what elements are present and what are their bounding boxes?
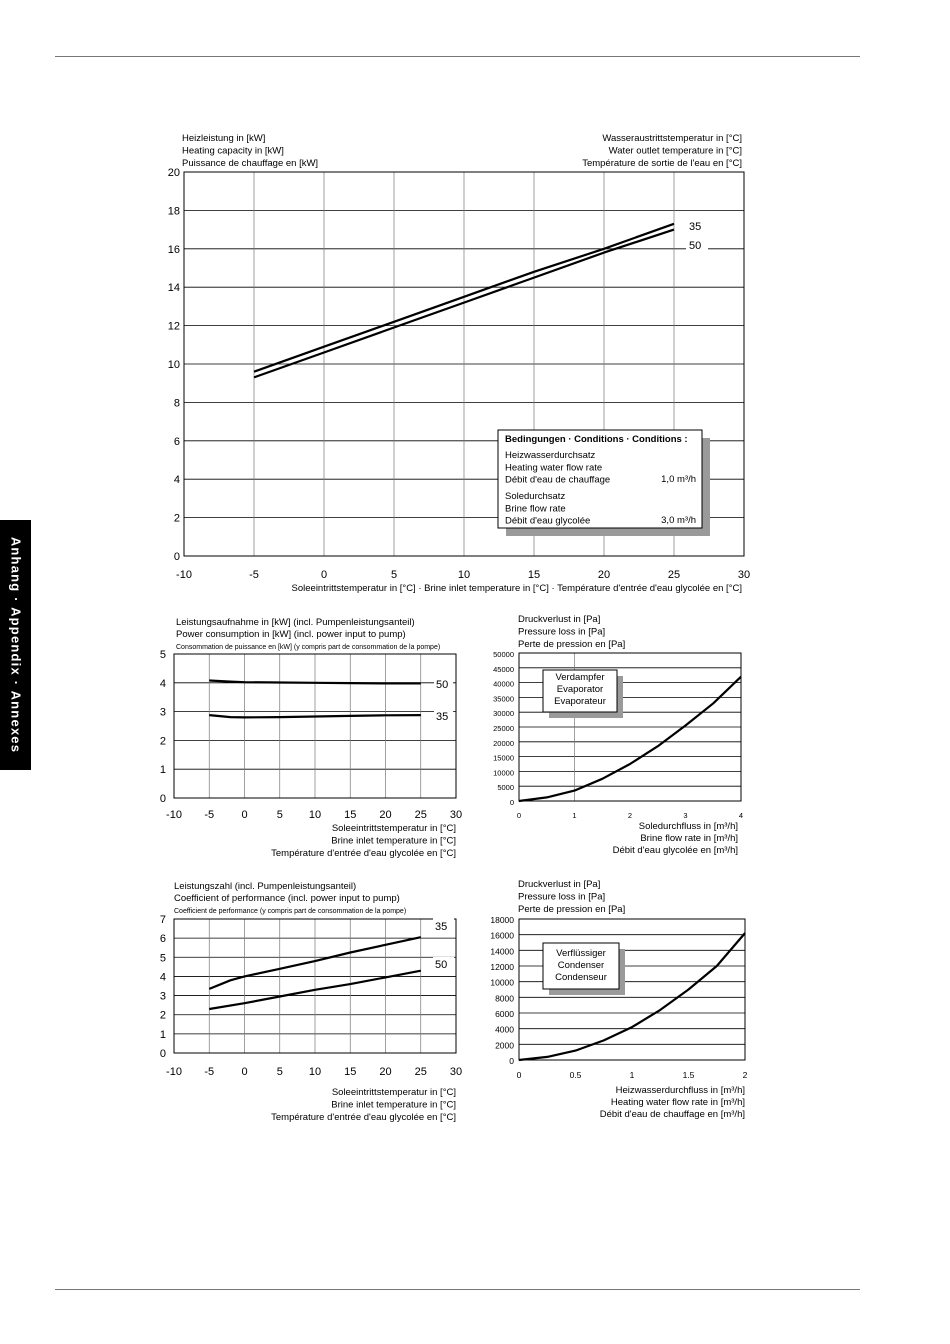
x-axis-label: Température d'entrée d'eau glycolée en [°C] — [271, 848, 456, 859]
x-tick-label: 30 — [449, 1066, 463, 1078]
y-tick-label: 10000 — [493, 768, 514, 778]
y-tick-label: 5 — [159, 649, 166, 661]
x-tick-label: 15 — [344, 1066, 357, 1078]
x-tick-label: 20 — [379, 1066, 392, 1078]
y-tick-label: 2 — [159, 1009, 166, 1022]
x-tick-label: 3 — [683, 811, 688, 820]
component-label: Condenseur — [555, 972, 607, 983]
y-tick-label: 0 — [509, 798, 514, 807]
y-tick-label: 20 — [167, 167, 180, 179]
x-tick-label: 1 — [629, 1070, 635, 1080]
y-tick-label: 6000 — [495, 1009, 514, 1019]
y-axis-label: Leistungsaufnahme in [kW] (incl. Pumpenleistungsanteil) — [176, 617, 415, 628]
x-tick-label: 20 — [379, 809, 392, 821]
secondary-axis-label: Wasseraustrittstemperatur in [°C] — [602, 133, 742, 144]
conditions-title: Bedingungen · Conditions · Conditions : — [505, 434, 688, 445]
x-tick-label: 1.5 — [682, 1070, 695, 1080]
y-tick-label: 14000 — [490, 946, 514, 957]
x-tick-label: 25 — [667, 569, 681, 581]
conditions-label: Heizwasserdurchsatz — [505, 450, 596, 461]
series-label: 35 — [435, 921, 448, 933]
series-label: 50 — [436, 679, 449, 691]
x-tick-label: -10 — [166, 809, 182, 821]
y-tick-label: 0 — [159, 793, 166, 805]
component-label: Evaporateur — [554, 696, 606, 707]
y-tick-label: 0 — [159, 1048, 166, 1060]
x-tick-label: 0 — [320, 569, 328, 581]
y-tick-label: 18000 — [490, 915, 514, 925]
y-axis-label: Puissance de chauffage en [kW] — [182, 158, 319, 169]
x-axis-label: Brine flow rate in [m³/h] — [640, 833, 738, 844]
y-tick-label: 45000 — [493, 664, 514, 674]
series-label: 35 — [689, 221, 702, 233]
x-axis-label: Débit d'eau glycolée en [m³/h] — [612, 845, 738, 856]
y-axis-label: Perte de pression en [Pa] — [518, 904, 626, 915]
secondary-axis-label: Température de sortie de l'eau en [°C] — [582, 158, 742, 169]
y-tick-label: 10000 — [490, 977, 514, 988]
y-axis-label: Pressure loss in [Pa] — [518, 626, 606, 638]
y-axis-label-small: Consommation de puissance en [kW] (y compris part de consommation de la pompe) — [176, 644, 441, 651]
y-tick-label: 18 — [167, 205, 180, 218]
x-tick-label: 2 — [742, 1070, 748, 1080]
x-axis-label: Soleeintrittstemperatur in [°C] · Brine inlet temperature in [°C] · Température d'entrée d'eau glycolée en [°C] — [291, 583, 742, 594]
y-tick-label: 6 — [173, 435, 180, 448]
x-tick-label: 0 — [241, 1066, 248, 1078]
x-tick-label: -5 — [204, 809, 215, 821]
side-tab-label: Anhang · Appendix · Annexes — [8, 536, 23, 754]
x-axis-label: Heating water flow rate in [m³/h] — [610, 1097, 745, 1108]
y-tick-label: 12000 — [490, 962, 514, 972]
x-tick-label: 25 — [414, 1066, 427, 1078]
chart-power — [160, 617, 462, 859]
secondary-axis-label: Water outlet temperature in [°C] — [608, 145, 742, 157]
x-axis-label: Soleeintrittstemperatur in [°C] — [331, 823, 456, 834]
y-axis-label-small: Coefficient de performance (y compris part de consommation de la pompe) — [174, 908, 407, 915]
x-tick-label: -5 — [249, 569, 259, 581]
series-label: 50 — [435, 959, 448, 971]
y-tick-label: 40000 — [493, 679, 514, 689]
conditions-label: Brine flow rate — [505, 503, 566, 515]
y-tick-label: 4 — [159, 677, 166, 690]
y-tick-label: 2 — [173, 512, 180, 525]
x-tick-label: 2 — [627, 811, 633, 820]
series-line — [209, 715, 420, 717]
y-tick-label: 5000 — [497, 783, 514, 793]
x-tick-label: 10 — [308, 809, 322, 821]
x-axis-label: Brine inlet temperature in [°C] — [331, 835, 456, 847]
y-tick-label: 8000 — [495, 993, 514, 1004]
x-tick-label: 5 — [276, 809, 283, 821]
y-tick-label: 0 — [173, 551, 180, 563]
x-tick-label: 0.5 — [569, 1070, 582, 1080]
x-tick-label: 5 — [276, 1066, 283, 1078]
x-tick-label: 20 — [597, 569, 611, 581]
series-label: 50 — [689, 240, 702, 252]
x-tick-label: 0 — [516, 811, 522, 820]
component-label: Verflüssiger — [556, 948, 606, 959]
conditions-label: Soledurchsatz — [505, 491, 566, 502]
x-tick-label: 0 — [516, 1070, 522, 1080]
y-tick-label: 30000 — [493, 709, 514, 719]
y-tick-label: 50000 — [493, 650, 514, 659]
component-label: Condenser — [557, 960, 605, 971]
x-axis-label: Débit d'eau de chauffage en [m³/h] — [599, 1109, 745, 1120]
y-axis-label: Leistungszahl (incl. Pumpenleistungsanteil) — [174, 881, 357, 892]
x-tick-label: 1 — [572, 811, 577, 820]
y-tick-label: 8 — [173, 397, 180, 410]
y-axis-label: Power consumption in [kW] (incl. power input to pump) — [176, 629, 406, 640]
y-tick-label: 6 — [159, 933, 166, 946]
y-axis-label: Heating capacity in [kW] — [182, 145, 284, 157]
y-tick-label: 2000 — [495, 1040, 514, 1051]
y-tick-label: 10 — [167, 359, 180, 371]
y-axis-label: Druckverlust in [Pa] — [518, 879, 601, 890]
x-tick-label: 15 — [527, 569, 541, 581]
conditions-value: 1,0 m³/h — [661, 474, 696, 485]
y-tick-label: 1 — [159, 764, 166, 777]
x-tick-label: 10 — [457, 569, 471, 581]
x-axis-label: Soledurchfluss in [m³/h] — [638, 821, 738, 832]
conditions-label: Débit d'eau de chauffage — [505, 474, 611, 486]
y-axis-label: Pressure loss in [Pa] — [518, 891, 606, 903]
conditions-label: Heating water flow rate — [505, 462, 603, 474]
y-tick-label: 0 — [509, 1056, 514, 1066]
x-tick-label: 0 — [241, 809, 248, 821]
y-tick-label: 3 — [159, 990, 166, 1003]
x-tick-label: 30 — [449, 809, 463, 821]
y-axis-label: Coefficient of performance (incl. power input to pump) — [174, 893, 400, 904]
series-label: 35 — [436, 711, 449, 723]
y-axis-label: Heizleistung in [kW] — [182, 133, 266, 144]
chart-evaporator — [493, 614, 743, 856]
x-axis-label: Brine inlet temperature in [°C] — [331, 1099, 456, 1111]
y-tick-label: 2 — [159, 735, 166, 748]
x-axis-label: Température d'entrée d'eau glycolée en [°C] — [271, 1112, 456, 1123]
y-tick-label: 15000 — [493, 753, 514, 763]
x-tick-label: 15 — [344, 809, 357, 821]
x-tick-label: -5 — [204, 1066, 215, 1078]
y-tick-label: 14 — [167, 282, 180, 295]
x-tick-label: -10 — [176, 569, 192, 581]
x-tick-label: 30 — [737, 569, 751, 581]
component-label: Verdampfer — [555, 672, 605, 683]
conditions-value: 3,0 m³/h — [661, 515, 696, 526]
y-tick-label: 4 — [173, 474, 180, 487]
y-tick-label: 20000 — [493, 738, 514, 748]
y-tick-label: 16000 — [490, 930, 514, 941]
chart-condenser — [490, 879, 747, 1120]
y-tick-label: 5 — [159, 952, 166, 965]
component-label: Evaporator — [556, 684, 604, 695]
y-tick-label: 4000 — [495, 1024, 514, 1035]
x-tick-label: 25 — [414, 809, 427, 821]
y-tick-label: 4 — [159, 971, 166, 984]
y-tick-label: 16 — [167, 243, 180, 256]
x-tick-label: -10 — [166, 1066, 182, 1078]
x-tick-label: 5 — [390, 569, 398, 581]
x-axis-label: Soleeintrittstemperatur in [°C] — [331, 1087, 456, 1098]
x-axis-label: Heizwasserdurchfluss in [m³/h] — [615, 1085, 745, 1096]
y-axis-label: Perte de pression en [Pa] — [518, 639, 626, 650]
y-tick-label: 12 — [167, 320, 180, 333]
y-tick-label: 3 — [159, 706, 166, 719]
chart-heating — [168, 133, 750, 594]
y-tick-label: 1 — [159, 1028, 166, 1041]
x-tick-label: 10 — [308, 1066, 322, 1078]
y-tick-label: 7 — [159, 914, 166, 926]
y-axis-label: Druckverlust in [Pa] — [518, 614, 601, 625]
conditions-label: Débit d'eau glycolée — [505, 515, 591, 527]
y-tick-label: 25000 — [493, 724, 514, 733]
chart-cop — [160, 881, 462, 1123]
x-tick-label: 4 — [738, 811, 744, 820]
y-tick-label: 35000 — [493, 694, 514, 704]
